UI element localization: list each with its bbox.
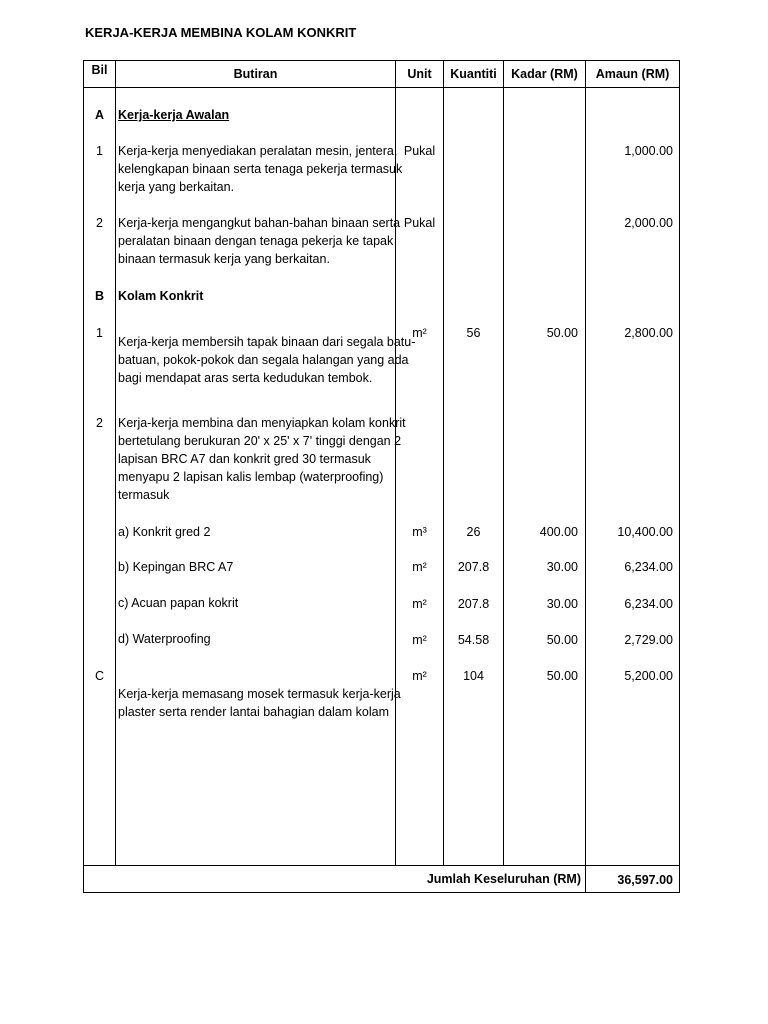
header-bottom-border (83, 87, 680, 88)
section-b-heading: Kolam Konkrit (118, 289, 204, 303)
grand-total-value: 36,597.00 (617, 873, 673, 887)
item-b1-kadar: 50.00 (546, 326, 578, 340)
header-kadar: Kadar (RM) (511, 67, 578, 81)
item-b1-unit: m² (412, 326, 427, 340)
item-a2-unit: Pukal (403, 216, 436, 230)
subitem-d-amaun: 2,729.00 (624, 633, 673, 647)
section-c-kadar: 50.00 (546, 669, 578, 683)
subitem-b-kadar: 30.00 (546, 560, 578, 574)
subitem-b-unit: m² (412, 560, 427, 574)
col-divider-kuantiti (503, 60, 504, 866)
item-a2-desc-line1: Kerja-kerja mengangkut bahan-bahan binaan serta (118, 216, 401, 230)
item-b1-desc-line2: batuan, pokok-pokok dan segala halangan yang ada (118, 353, 409, 367)
item-a2-desc-line3: binaan termasuk kerja yang berkaitan. (118, 252, 330, 266)
subitem-c-kadar: 30.00 (546, 597, 578, 611)
subitem-d-kadar: 50.00 (546, 633, 578, 647)
subitem-b-label: b) Kepingan BRC A7 (118, 560, 234, 574)
subitem-a-kuantiti: 26 (466, 525, 481, 539)
section-c-unit: m² (412, 669, 427, 683)
item-b1-kuantiti: 56 (466, 326, 481, 340)
table-left-border (83, 60, 84, 893)
item-b1-desc-line3: bagi mendapat aras serta kedudukan tembok. (118, 371, 373, 385)
subitem-d-kuantiti: 54.58 (457, 633, 490, 647)
subitem-a-kadar: 400.00 (539, 525, 578, 539)
table-right-border (679, 60, 680, 893)
section-c-desc-line1: Kerja-kerja memasang mosek termasuk kerja-kerja (118, 687, 401, 701)
section-c-bil: C (94, 669, 105, 683)
body-bottom-border (83, 865, 680, 866)
item-b1-desc-line1: Kerja-kerja membersih tapak binaan dari segala batu- (118, 335, 416, 349)
col-divider-butiran (395, 60, 396, 866)
item-b1-amaun: 2,800.00 (624, 326, 673, 340)
item-b1-bil: 1 (96, 326, 103, 340)
item-a2-desc-line2: peralatan binaan dengan tenaga pekerja ke tapak (118, 234, 394, 248)
item-b2-desc-line4: menyapu 2 lapisan kalis lembap (waterproofing) (118, 470, 384, 484)
subitem-c-unit: m² (412, 597, 427, 611)
item-a1-unit: Pukal (403, 144, 436, 158)
item-a1-bil: 1 (96, 144, 103, 158)
col-divider-bil (115, 60, 116, 866)
subitem-d-label: d) Waterproofing (118, 632, 211, 646)
subitem-c-kuantiti: 207.8 (457, 597, 490, 611)
subitem-b-amaun: 6,234.00 (624, 560, 673, 574)
header-bil: Bil (91, 63, 108, 77)
subitem-c-amaun: 6,234.00 (624, 597, 673, 611)
item-b2-desc-line2: bertetulang berukuran 20' x 25' x 7' tinggi dengan 2 (118, 434, 402, 448)
section-a-heading: Kerja-kerja Awalan (118, 108, 230, 122)
col-divider-kadar (585, 60, 586, 893)
grand-total-label: Jumlah Keseluruhan (RM) (426, 872, 581, 886)
item-b2-desc-line5: termasuk (118, 488, 170, 502)
subitem-a-unit: m³ (412, 525, 427, 539)
col-divider-unit (443, 60, 444, 866)
subitem-c-label: c) Acuan papan kokrit (118, 596, 239, 610)
item-a1-desc-line3: kerja yang berkaitan. (118, 180, 235, 194)
item-a2-bil: 2 (96, 216, 103, 230)
section-a-bil: A (94, 108, 105, 122)
subitem-d-unit: m² (412, 633, 427, 647)
header-amaun: Amaun (RM) (595, 67, 670, 81)
header-unit: Unit (407, 67, 432, 81)
item-a1-amaun: 1,000.00 (624, 144, 673, 158)
section-c-kuantiti: 104 (463, 669, 484, 683)
item-a1-desc-line1: Kerja-kerja menyediakan peralatan mesin, jentera, (118, 144, 398, 158)
item-a1-desc-line2: kelengkapan binaan serta tenaga pekerja termasuk (118, 162, 403, 176)
header-kuantiti: Kuantiti (450, 67, 497, 81)
subitem-b-kuantiti: 207.8 (457, 560, 490, 574)
item-b2-bil: 2 (96, 416, 103, 430)
section-b-bil: B (94, 289, 105, 303)
table-bottom-border (83, 892, 680, 893)
table-top-border (83, 60, 680, 61)
section-c-amaun: 5,200.00 (624, 669, 673, 683)
section-c-desc-line2: plaster serta render lantai bahagian dalam kolam (118, 705, 389, 719)
document-title: KERJA-KERJA MEMBINA KOLAM KONKRIT (85, 25, 357, 40)
subitem-a-amaun: 10,400.00 (617, 525, 673, 539)
item-b2-desc-line3: lapisan BRC A7 dan konkrit gred 30 termasuk (118, 452, 371, 466)
header-butiran: Butiran (233, 67, 278, 81)
item-a2-amaun: 2,000.00 (624, 216, 673, 230)
subitem-a-label: a) Konkrit gred 2 (118, 525, 211, 539)
item-b2-desc-line1: Kerja-kerja membina dan menyiapkan kolam konkrit (118, 416, 406, 430)
